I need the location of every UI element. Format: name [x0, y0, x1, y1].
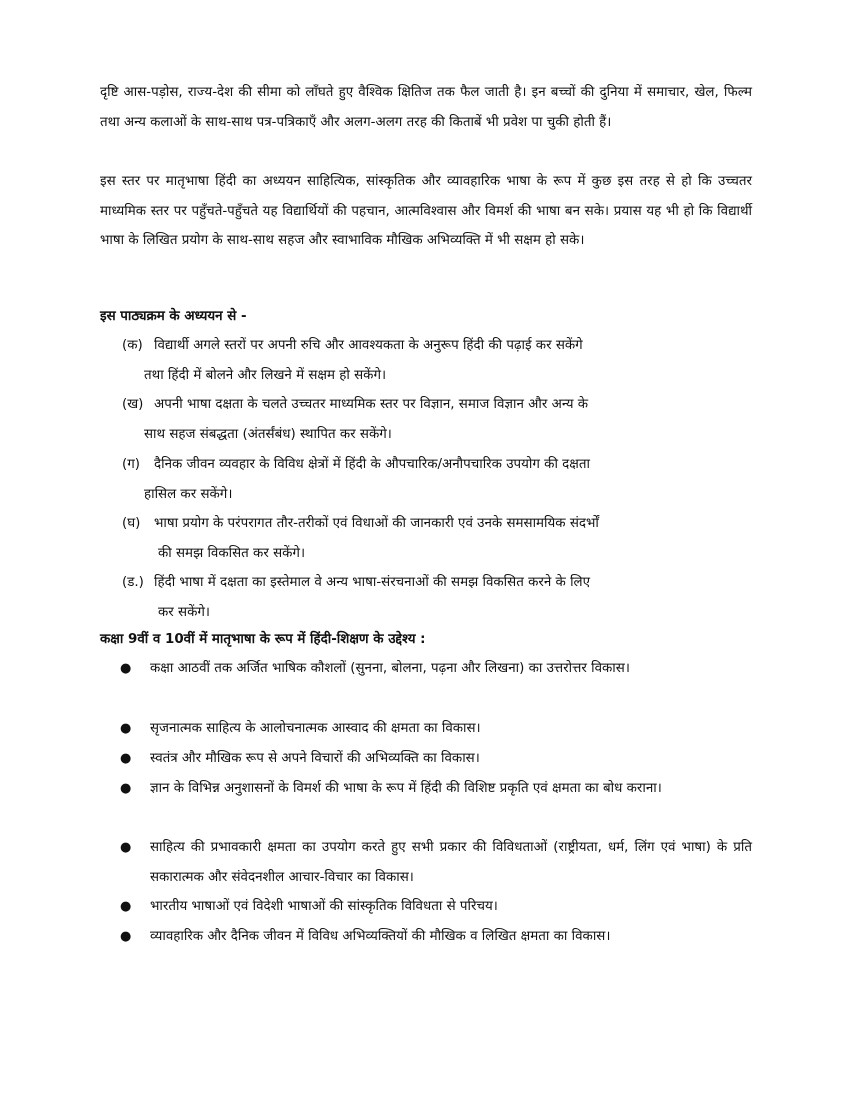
bullet-item	[120, 744, 752, 774]
item-text-line1: भाषा प्रयोग के परंपरागत तौर-तरीकों एवं विधाओं की जानकारी एवं उनके समसामयिक संदर्भों	[154, 516, 599, 531]
item-marker: (घ)	[122, 516, 141, 531]
item-text-line1: हिंदी भाषा में दक्षता का इस्तेमाल वे अन्य भाषा-संरचनाओं की समझ विकसित करने के लिए	[154, 575, 591, 590]
item-text-line2: साथ सहज संबद्धता (अंतर्संबंध) स्थापित कर सकेंगे।	[144, 426, 392, 442]
list-item	[122, 509, 752, 568]
bullet-item	[120, 654, 752, 684]
bullet-text: कक्षा आठवीं तक अर्जित भाषिक कौशलों (सुनना, बोलना, पढ़ना और लिखना) का उत्तरोत्तर विकास।	[150, 661, 630, 676]
bullet-icon: ●	[120, 781, 132, 796]
bullet-text: भारतीय भाषाओं एवं विदेशी भाषाओं की सांस्कृतिक विविधता से परिचय।	[150, 899, 498, 914]
bullet-icon: ●	[120, 661, 132, 676]
item-marker: (ग)	[122, 457, 140, 472]
list-item	[122, 450, 752, 509]
list-item	[122, 390, 752, 449]
bullet-icon: ●	[120, 899, 132, 914]
item-text-line1: विद्यार्थी अगले स्तरों पर अपनी रुचि और आवश्यकता के अनुरूप हिंदी की पढ़ाई कर सकेंगे	[154, 338, 583, 353]
item-marker: (ख)	[122, 397, 144, 412]
bullet-icon: ●	[120, 840, 132, 855]
item-marker: (क)	[122, 338, 143, 353]
bullet-icon: ●	[120, 721, 132, 736]
bullet-item	[120, 922, 752, 952]
item-marker: (ड.)	[122, 575, 144, 590]
section-heading-objectives: कक्षा 9वीं व 10वीं में मातृभाषा के रूप में हिंदी-शिक्षण के उद्देश्य :	[100, 632, 426, 647]
bullet-text: साहित्य की प्रभावकारी क्षमता का उपयोग करते हुए सभी प्रकार की विविधताओं (राष्ट्रीयता, धर्म, लिंग एवं भाषा) के प्रति सकारात्मक और संवेदनशील आचार-विचार का विकास।	[150, 840, 752, 885]
item-text-line1: दैनिक जीवन व्यवहार के विविध क्षेत्रों में हिंदी के औपचारिक/अनौपचारिक उपयोग की दक्षता	[154, 457, 590, 472]
list-item	[122, 568, 752, 627]
intro-paragraph-1: दृष्टि आस-पड़ोस, राज्य-देश की सीमा को लाँघते हुए वैश्विक क्षितिज तक फैल जाती है। इन बच्चों की दुनिया में समाचार, खेल, फिल्म तथा अन्य कलाओं के साथ-साथ पत्र-पत्रिकाएँ और अलग-अलग तरह की किताबें भी प्रवेश पा चुकी होती हैं।	[100, 85, 752, 130]
item-text-line2: तथा हिंदी में बोलने और लिखने में सक्षम हो सकेंगे।	[144, 367, 387, 383]
list-item	[122, 331, 752, 390]
item-text-line2: हासिल कर सकेंगे।	[144, 486, 233, 502]
bullet-icon: ●	[120, 751, 132, 766]
bullet-item	[120, 833, 752, 892]
bullet-text: सृजनात्मक साहित्य के आलोचनात्मक आस्वाद की क्षमता का विकास।	[150, 721, 481, 736]
item-text-line1: अपनी भाषा दक्षता के चलते उच्चतर माध्यमिक स्तर पर विज्ञान, समाज विज्ञान और अन्य के	[154, 397, 589, 412]
bullet-item	[120, 774, 752, 804]
intro-paragraph-2: इस स्तर पर मातृभाषा हिंदी का अध्ययन साहित्यिक, सांस्कृतिक और व्यावहारिक भाषा के रूप में कुछ इस तरह से हो कि उच्चतर माध्यमिक स्तर पर पहुँचते-पहुँचते यह विद्यार्थियों की पहचान, आत्मविश्वास और विमर्श की भाषा बन सके। प्रयास यह भी हो कि विद्यार्थी भाषा के लिखित प्रयोग के साथ-साथ सहज और स्वाभाविक मौखिक अभिव्यक्ति में भी सक्षम हो सके।	[100, 174, 752, 248]
item-text-line2: कर सकेंगे।	[158, 604, 210, 620]
bullet-text: व्यावहारिक और दैनिक जीवन में विविध अभिव्यक्तियों की मौखिक व लिखित क्षमता का विकास।	[150, 929, 611, 944]
bullet-item	[120, 892, 752, 922]
item-text-line2: की समझ विकसित कर सकेंगे।	[158, 545, 306, 561]
bullet-icon: ●	[120, 929, 132, 944]
bullet-text: स्वतंत्र और मौखिक रूप से अपने विचारों की अभिव्यक्ति का विकास।	[150, 751, 480, 766]
section-heading-study: इस पाठ्यक्रम के अध्ययन से -	[100, 309, 247, 324]
bullet-item	[120, 714, 752, 744]
bullet-text: ज्ञान के विभिन्न अनुशासनों के विमर्श की भाषा के रूप में हिंदी की विशिष्ट प्रकृति एवं क्षमता का बोध कराना।	[150, 781, 662, 796]
